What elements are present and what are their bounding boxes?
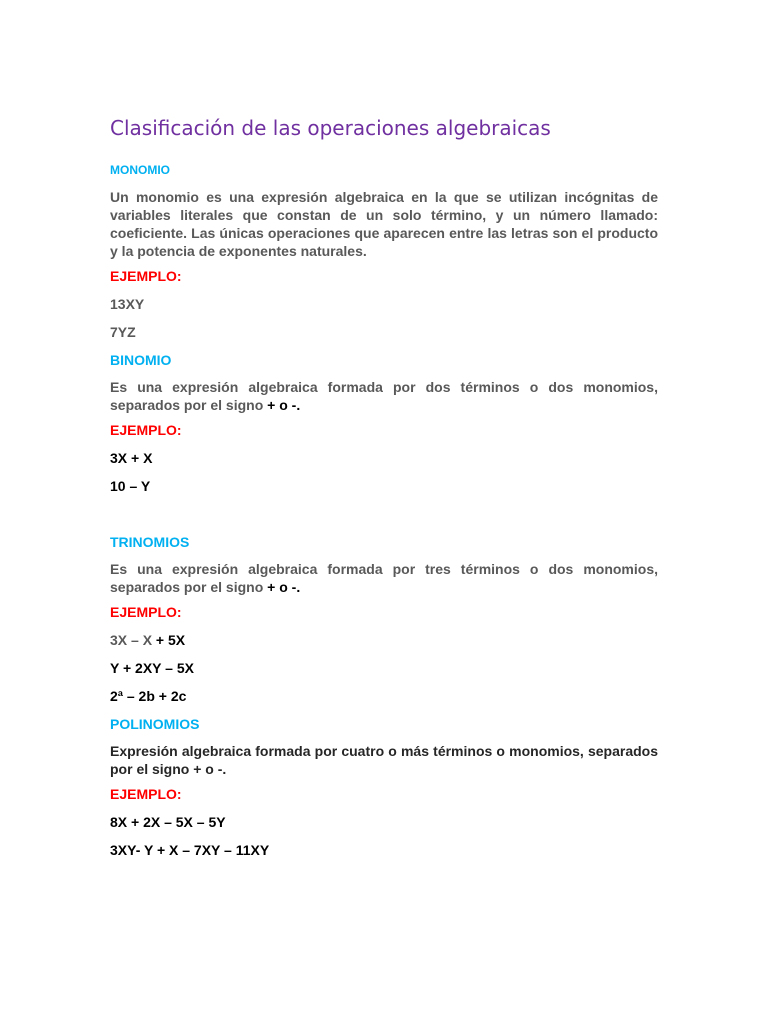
- monomio-example-2: 7YZ: [110, 324, 136, 340]
- monomio-definition: Un monomio es una expresión algebraica en la que se utilizan incógnitas de variables literales que constan de un solo término, y un número llamado: coeficiente. Las únicas operaciones que aparecen entre las letras son el producto y la potencia de exponentes naturales.: [110, 189, 658, 259]
- binomio-example-2: 10 – Y: [110, 478, 151, 494]
- binomio-example-label: EJEMPLO:: [110, 422, 182, 438]
- polinomios-definition: Expresión algebraica formada por cuatro o más términos o monomios, separados por el signo + o -.: [110, 743, 658, 777]
- binomio-definition: [110, 378, 658, 414]
- trinomios-example-3: 2ª – 2b + 2c: [110, 688, 187, 704]
- monomio-example-label: EJEMPLO:: [110, 268, 182, 284]
- trinomios-sign: + o -.: [267, 579, 301, 595]
- polinomios-example-1: 8X + 2X – 5X – 5Y: [110, 814, 226, 830]
- trinomios-example-1-part1: 3X – X: [110, 632, 153, 648]
- binomio-sign: + o -.: [267, 397, 301, 413]
- trinomios-heading: TRINOMIOS: [110, 534, 190, 550]
- binomio-example-1: 3X + X: [110, 450, 153, 466]
- trinomios-example-1-part2: + 5X: [152, 632, 186, 648]
- monomio-heading: MONOMIO: [110, 163, 170, 177]
- polinomios-example-label: EJEMPLO:: [110, 786, 182, 802]
- binomio-definition-text: Es una expresión algebraica formada por dos términos o dos monomios, separados por el signo: [110, 379, 658, 413]
- trinomios-definition-text: Es una expresión algebraica formada por tres términos o dos monomios, separados por el signo: [110, 561, 658, 595]
- monomio-example-1: 13XY: [110, 296, 145, 312]
- section-spacer: [110, 504, 658, 532]
- trinomios-example-1: [110, 630, 658, 650]
- polinomios-example-2: 3XY- Y + X – 7XY – 11XY: [110, 842, 270, 858]
- document-title: Clasificación de las operaciones algebraicas: [110, 116, 551, 140]
- trinomios-example-2: Y + 2XY – 5X: [110, 660, 194, 676]
- document-page: [110, 112, 658, 868]
- polinomios-heading: POLINOMIOS: [110, 716, 200, 732]
- trinomios-example-label: EJEMPLO:: [110, 604, 182, 620]
- binomio-heading: BINOMIO: [110, 352, 172, 368]
- trinomios-definition: [110, 560, 658, 596]
